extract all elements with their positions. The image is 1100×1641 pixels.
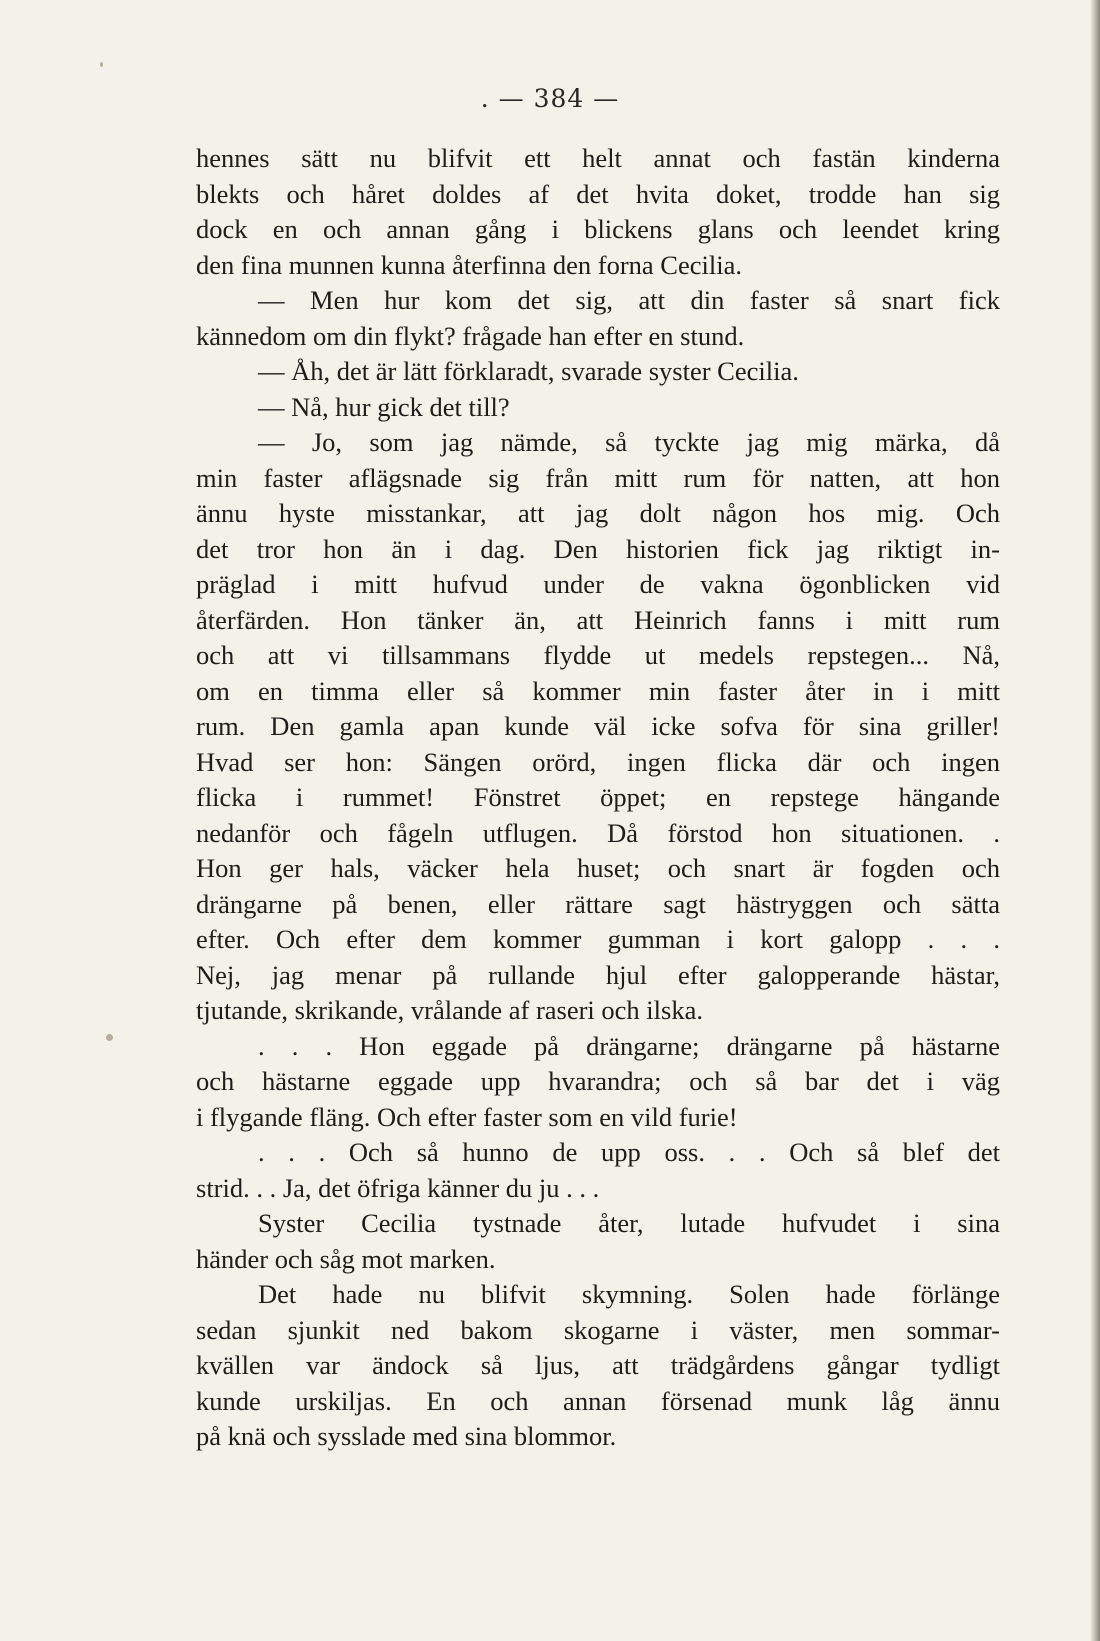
text-line: sedan sjunkit ned bakom skogarne i väster, men sommar- [196, 1314, 1000, 1345]
text-line: det tror hon än i dag. Den historien fick jag riktigt in- [196, 533, 1000, 564]
text-line: — Men hur kom det sig, att din faster så snart fick [258, 285, 1000, 315]
text-line: kunde urskiljas. En och annan försenad munk låg ännu [196, 1385, 1000, 1416]
text-line: — Åh, det är lätt förklaradt, svarade syster Cecilia. [258, 356, 799, 386]
text-line: blekts och håret doldes af det hvita doket, trodde han sig [196, 178, 1000, 209]
text-line: kvällen var ändock så ljus, att trädgårdens gångar tydligt [196, 1350, 1000, 1380]
text-line: hennes sätt nu blifvit ett helt annat och fastän kinderna [196, 143, 1000, 173]
text-line: Syster Cecilia tystnade åter, lutade hufvudet i sina [258, 1208, 1000, 1238]
text-line: på knä och sysslade med sina blommor. [196, 1421, 617, 1451]
text-line: efter. Och efter dem kommer gumman i kort galopp . . . [196, 924, 1000, 954]
page-number: . — 384 — [480, 84, 620, 113]
text-line: drängarne på benen, eller rättare sagt hästryggen och sätta [196, 888, 1000, 919]
text-line: om en timma eller så kommer min faster åter in i mitt [196, 675, 1000, 706]
text-line: Hvad ser hon: Sängen orörd, ingen flicka där och ingen [196, 746, 1000, 777]
text-line: . . . Och så hunno de upp oss. . . Och så blef det [258, 1137, 1000, 1167]
text-line: i flygande fläng. Och efter faster som en vild furie! [196, 1101, 738, 1132]
text-line: kännedom om din flykt? frågade han efter en stund. [196, 320, 745, 351]
text-line: och att vi tillsammans flydde ut medels repstegen... Nå, [196, 640, 1000, 670]
text-line: återfärden. Hon tänker än, att Heinrich fanns i mitt rum [196, 604, 1000, 635]
text-line: Hon ger hals, väcker hela huset; och snart är fogden och [196, 853, 1000, 883]
text-line: händer och såg mot marken. [196, 1243, 496, 1274]
text-line: ännu hyste misstankar, att jag dolt någon hos mig. Och [196, 498, 1000, 528]
text-line: . . . Hon eggade på drängarne; drängarne på hästarne [258, 1030, 1000, 1061]
text-line: rum. Den gamla apan kunde väl icke sofva för sina griller! [196, 711, 1000, 741]
text-line: Det hade nu blifvit skymning. Solen hade förlänge [258, 1279, 1000, 1309]
text-line: flicka i rummet! Fönstret öppet; en repstege hängande [196, 782, 1000, 812]
text-line: min faster aflägsnade sig från mitt rum för natten, att hon [196, 462, 1000, 493]
paper-spot [106, 1034, 113, 1041]
text-line: tjutande, skrikande, vrålande af raseri och ilska. [196, 995, 703, 1025]
text-line: dock en och annan gång i blickens glans och leendet kring [196, 214, 1000, 244]
text-line: — Jo, som jag nämde, så tyckte jag mig märka, då [258, 427, 1000, 457]
text-line: Nej, jag menar på rullande hjul efter galopperande hästar, [196, 959, 1000, 990]
text-line: nedanför och fågeln utflugen. Då förstod hon situationen. . [196, 817, 1000, 848]
page-binding-edge [1090, 0, 1100, 1641]
paper-spot [100, 62, 103, 67]
body-text [196, 141, 1000, 1455]
text-line: strid. . . Ja, det öfriga känner du ju . . . [196, 1172, 600, 1203]
text-line: och hästarne eggade upp hvarandra; och så bar det i väg [196, 1066, 1000, 1096]
text-line: den fina munnen kunna återfinna den forna Cecilia. [196, 249, 742, 280]
text-line: — Nå, hur gick det till? [258, 391, 510, 422]
text-line: präglad i mitt hufvud under de vakna ögonblicken vid [196, 569, 1000, 599]
